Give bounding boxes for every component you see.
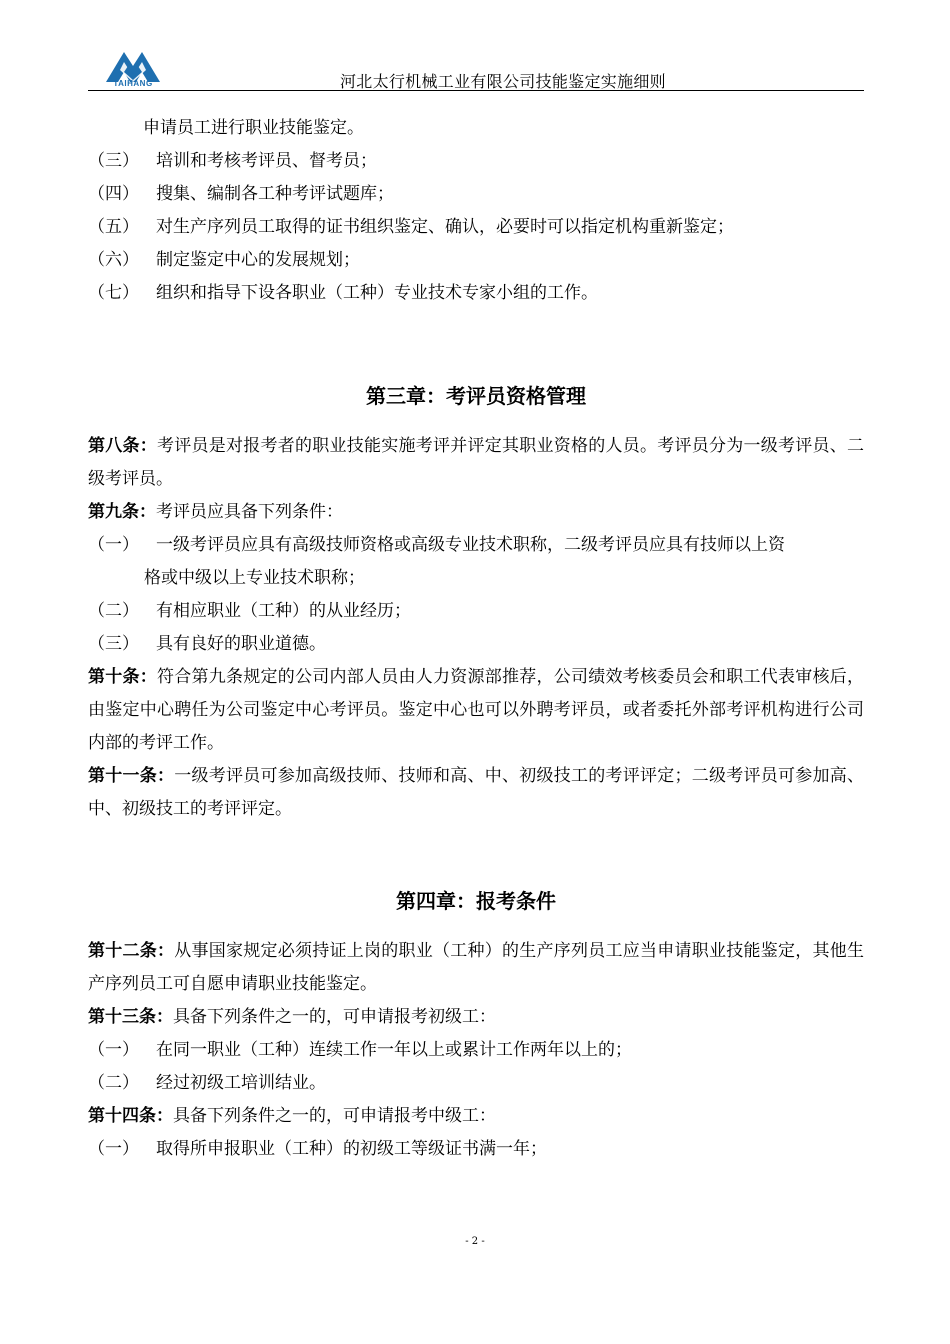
list-item (88, 178, 864, 211)
list-item-number: （二） (88, 601, 139, 621)
page-header (88, 40, 864, 92)
list-item-number: （五） (88, 217, 139, 237)
list-item-number: （一） (88, 1139, 139, 1159)
article-label: 第十条： (88, 667, 157, 687)
article-14 (88, 1100, 864, 1133)
list-item (88, 1067, 864, 1100)
article-text: 具备下列条件之一的，可申请报考初级工： (173, 1007, 496, 1027)
page-number: - 2 - (465, 1236, 485, 1247)
header-title: 河北太行机械工业有限公司技能鉴定实施细则 (339, 72, 666, 91)
list-item (88, 595, 864, 628)
list-item-text: 一级考评员应具有高级技师资格或高级专业技术职称，二级考评员应具有技师以上资 (156, 535, 785, 555)
list-item-text: 制定鉴定中心的发展规划； (156, 250, 360, 270)
list-item-text: 取得所申报职业（工种）的初级工等级证书满一年； (156, 1139, 547, 1159)
list-item (88, 244, 864, 277)
list-item-text: 组织和指导下设各职业（工种）专业技术专家小组的工作。 (156, 283, 598, 303)
chapter-4-heading: 第四章：报考条件 (396, 889, 556, 913)
article-label: 第八条： (88, 436, 157, 456)
list-item (88, 211, 864, 244)
list-item-continuation: 格或中级以上专业技术职称； (144, 568, 365, 588)
article-label: 第十三条： (88, 1007, 173, 1027)
article-11 (88, 760, 864, 826)
list-item-text: 经过初级工培训结业。 (156, 1073, 326, 1093)
article-12 (88, 935, 864, 1001)
article-text: 一级考评员可参加高级技师、技师和高、中、初级技工的考评评定；二级考评员可参加高、中、初级技工的考评评定。 (88, 766, 864, 819)
list-item-text: 具有良好的职业道德。 (156, 634, 326, 654)
list-item (88, 1133, 864, 1166)
article-label: 第九条： (88, 502, 156, 522)
article-text: 具备下列条件之一的，可申请报考中级工： (173, 1106, 496, 1126)
article-13 (88, 1001, 864, 1034)
article-label: 第十四条： (88, 1106, 173, 1126)
list-item-text: 有相应职业（工种）的从业经历； (156, 601, 411, 621)
list-item-number: （一） (88, 1040, 139, 1060)
list-item-number: （二） (88, 1073, 139, 1093)
article-text: 考评员是对报考者的职业技能实施考评并评定其职业资格的人员。考评员分为一级考评员、二级考评员。 (88, 436, 864, 489)
list-item (88, 529, 864, 562)
document-body (88, 112, 864, 1166)
list-item (88, 628, 864, 661)
header-divider (88, 90, 864, 91)
article-text: 考评员应具备下列条件： (156, 502, 343, 522)
logo-text: TAIHANG (113, 79, 153, 88)
list-item-number: （四） (88, 184, 139, 204)
article-label: 第十二条： (88, 941, 175, 961)
list-continuation: 申请员工进行职业技能鉴定。 (143, 118, 364, 138)
article-9 (88, 496, 864, 529)
article-10 (88, 661, 864, 760)
article-label: 第十一条： (88, 766, 175, 786)
article-8 (88, 430, 864, 496)
list-item-text: 对生产序列员工取得的证书组织鉴定、确认，必要时可以指定机构重新鉴定； (156, 217, 734, 237)
article-text: 从事国家规定必须持证上岗的职业（工种）的生产序列员工应当申请职业技能鉴定，其他生产序列员工可自愿申请职业技能鉴定。 (88, 941, 864, 994)
list-item (88, 145, 864, 178)
list-item-number: （三） (88, 151, 139, 171)
list-item-number: （三） (88, 634, 139, 654)
list-item-number: （七） (88, 283, 139, 303)
list-item-number: （六） (88, 250, 139, 270)
list-item-text: 在同一职业（工种）连续工作一年以上或累计工作两年以上的； (156, 1040, 632, 1060)
list-item-text: 搜集、编制各工种考评试题库； (156, 184, 394, 204)
list-item-text: 培训和考核考评员、督考员； (156, 151, 377, 171)
list-item-number: （一） (88, 535, 139, 555)
article-text: 符合第九条规定的公司内部人员由人力资源部推荐，公司绩效考核委员会和职工代表审核后，由鉴定中心聘任为公司鉴定中心考评员。鉴定中心也可以外聘考评员，或者委托外部考评机构进行公司内部的考评工作。 (88, 667, 864, 753)
list-item (88, 1034, 864, 1067)
list-item (88, 277, 864, 310)
chapter-3-heading: 第三章：考评员资格管理 (366, 384, 586, 408)
